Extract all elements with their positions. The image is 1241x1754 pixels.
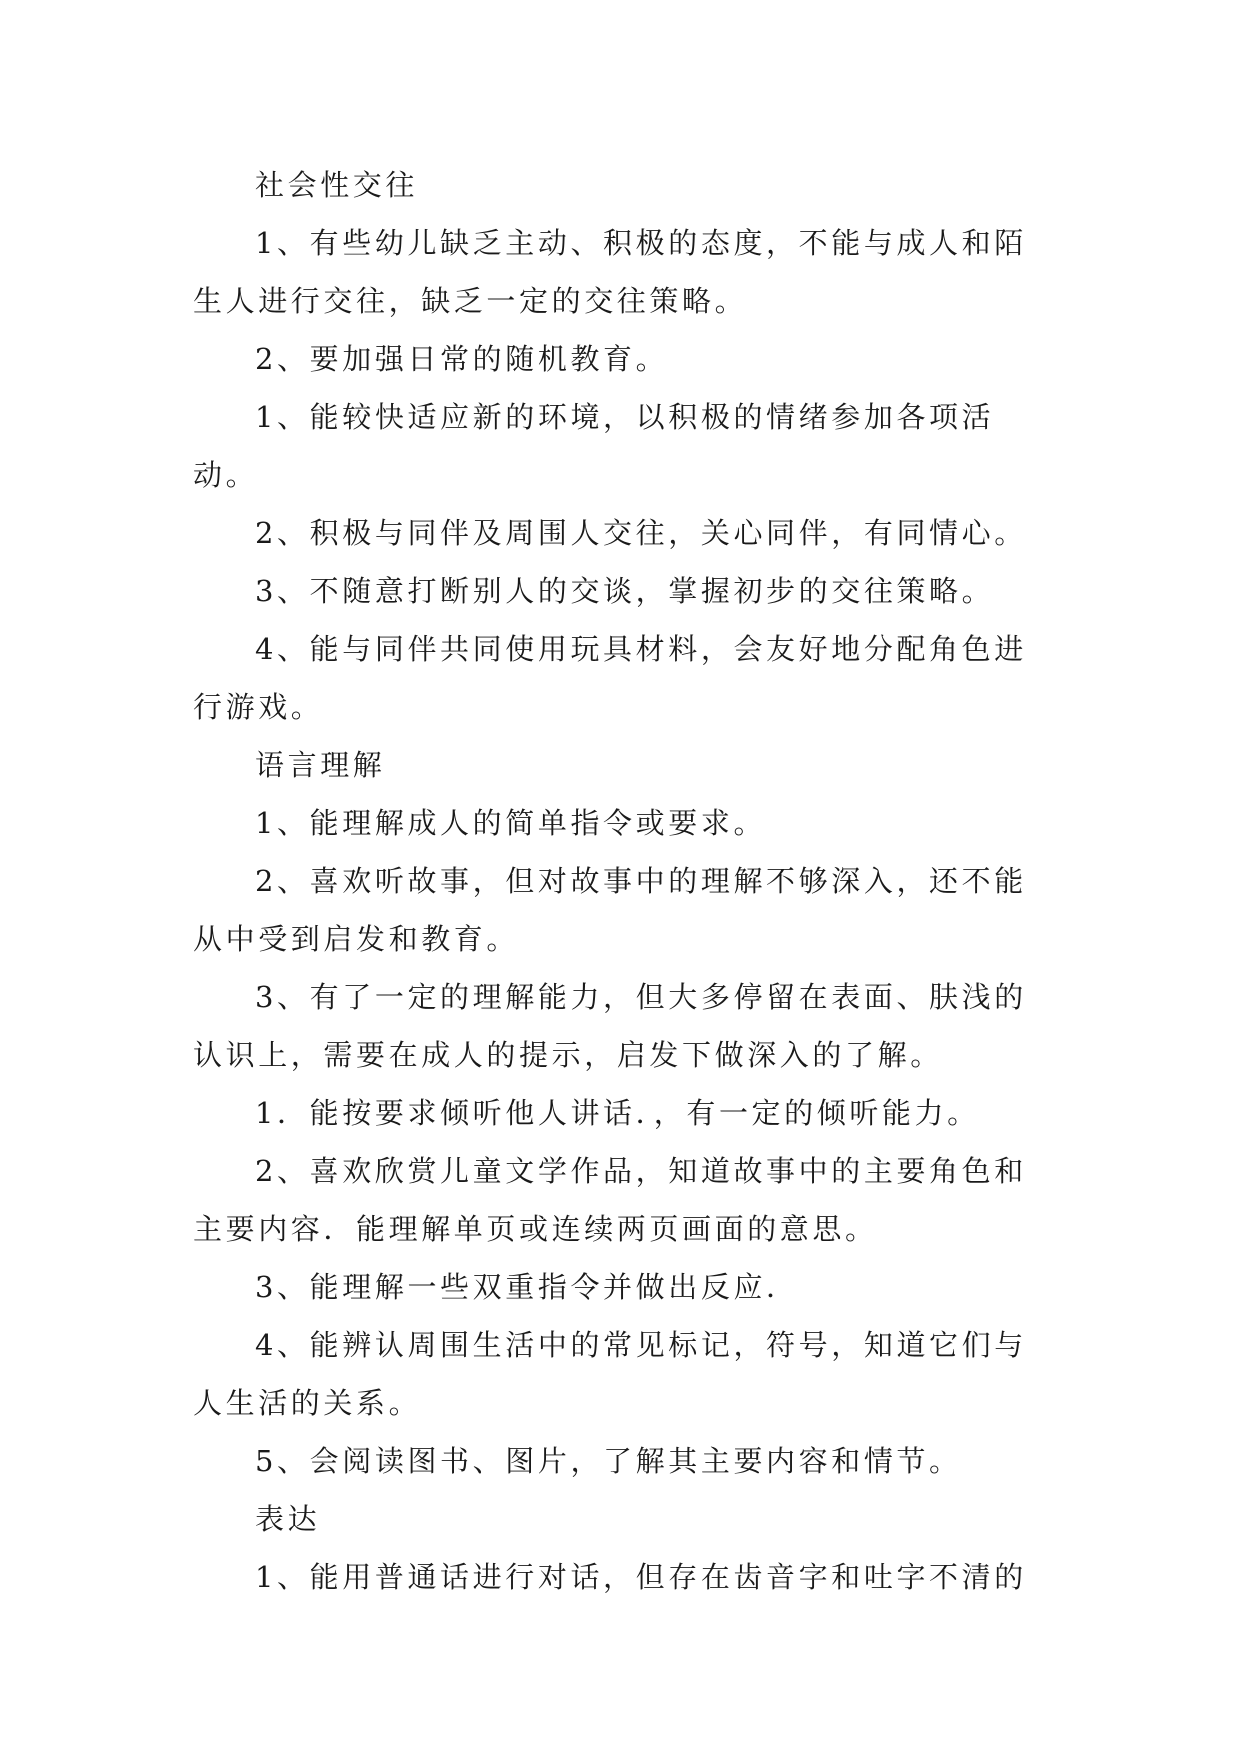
paragraph: 2、喜欢欣赏儿童文学作品，知道故事中的主要角色和主要内容．能理解单页或连续两页画面的意思。: [193, 1154, 1027, 1246]
paragraph: 4、能辨认周围生活中的常见标记，符号，知道它们与人生活的关系。: [193, 1328, 1027, 1420]
paragraph: 1、能理解成人的简单指令或要求。: [255, 806, 767, 840]
document-page: [193, 156, 1055, 1606]
section-heading-language: 语言理解: [255, 748, 386, 782]
paragraph: 4、能与同伴共同使用玩具材料，会友好地分配角色进行游戏。: [193, 632, 1027, 724]
paragraph: 3、不随意打断别人的交谈，掌握初步的交往策略。: [255, 574, 995, 608]
paragraph: 1、有些幼儿缺乏主动、积极的态度，不能与成人和陌生人进行交往，缺乏一定的交往策略。: [193, 226, 1027, 318]
section-heading-social: 社会性交往: [255, 168, 419, 202]
paragraph: 2、喜欢听故事，但对故事中的理解不够深入，还不能从中受到启发和教育。: [193, 864, 1027, 956]
paragraph: 2、要加强日常的随机教育。: [255, 342, 669, 376]
paragraph: 1．能按要求倾听他人讲话．，有一定的倾听能力。: [255, 1096, 980, 1130]
section-heading-expression: 表达: [255, 1502, 321, 1536]
paragraph: 3、能理解一些双重指令并做出反应．: [255, 1270, 799, 1304]
paragraph: 1、能用普通话进行对话，但存在齿音字和吐字不清的: [255, 1560, 1027, 1594]
paragraph: 1、能较快适应新的环境，以积极的情绪参加各项活动。: [193, 400, 995, 492]
paragraph: 3、有了一定的理解能力，但大多停留在表面、肤浅的认识上，需要在成人的提示，启发下做深入的了解。: [193, 980, 1027, 1072]
paragraph: 5、会阅读图书、图片，了解其主要内容和情节。: [255, 1444, 962, 1478]
paragraph: 2、积极与同伴及周围人交往，关心同伴，有同情心。: [255, 516, 1027, 550]
